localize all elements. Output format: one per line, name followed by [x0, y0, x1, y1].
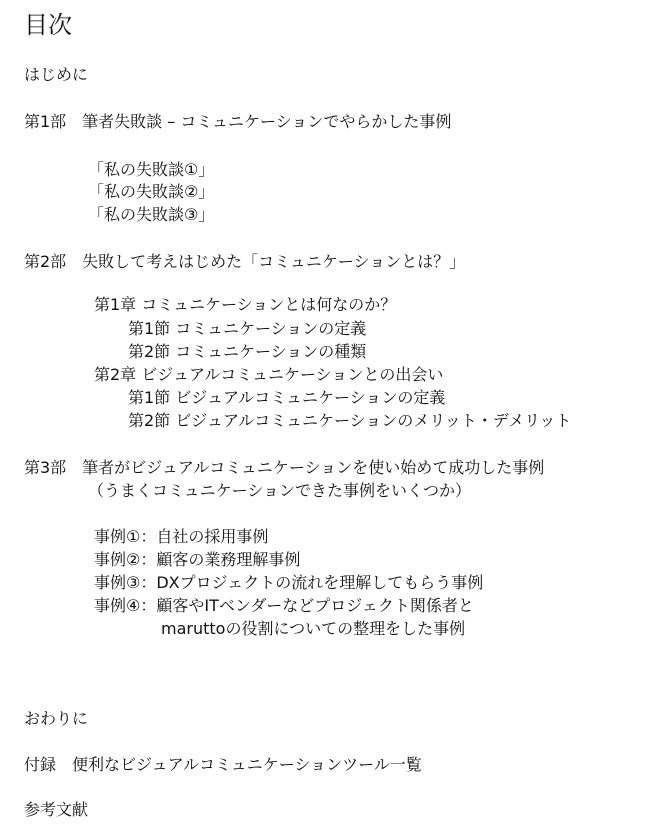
- toc-section: 第2節 ビジュアルコミュニケーションのメリット・デメリット: [128, 411, 572, 430]
- toc-part1-item: 「私の失敗談③」: [88, 205, 215, 224]
- toc-section: 第1節 ビジュアルコミュニケーションの定義: [128, 388, 446, 407]
- toc-case: 事例④：顧客やITベンダーなどプロジェクト関係者と: [94, 596, 474, 615]
- toc-section: 第1節 コミュニケーションの定義: [128, 319, 367, 338]
- toc-part3-subheading: （うまくコミュニケーションできた事例をいくつか）: [88, 481, 472, 500]
- toc-chapter: 第1章 コミュニケーションとは何なのか？: [94, 295, 397, 314]
- toc-part1-item: 「私の失敗談①」: [88, 160, 215, 179]
- toc-part2-heading: 第2部 失敗して考えはじめた「コミュニケーションとは？」: [24, 252, 466, 271]
- toc-appendix: 付録 便利なビジュアルコミュニケーションツール一覧: [24, 755, 422, 774]
- toc-chapter: 第2章 ビジュアルコミュニケーションとの出会い: [94, 365, 444, 384]
- toc-title: 目次: [24, 11, 72, 39]
- toc-intro: はじめに: [24, 65, 89, 84]
- toc-part3-heading: 第3部 筆者がビジュアルコミュニケーションを使い始めて成功した事例: [24, 458, 545, 477]
- toc-closing: おわりに: [24, 709, 89, 728]
- toc-case: 事例①：自社の採用事例: [94, 527, 269, 546]
- toc-case: 事例③：DXプロジェクトの流れを理解してもらう事例: [94, 573, 484, 592]
- toc-case-continuation: maruttoの役割についての整理をした事例: [161, 619, 466, 638]
- toc-section: 第2節 コミュニケーションの種類: [128, 342, 367, 361]
- toc-case: 事例②：顧客の業務理解事例: [94, 550, 301, 569]
- toc-part1-heading: 第1部 筆者失敗談 – コミュニケーションでやらかした事例: [24, 112, 452, 131]
- toc-references: 参考文献: [24, 800, 89, 819]
- toc-part1-item: 「私の失敗談②」: [88, 182, 215, 201]
